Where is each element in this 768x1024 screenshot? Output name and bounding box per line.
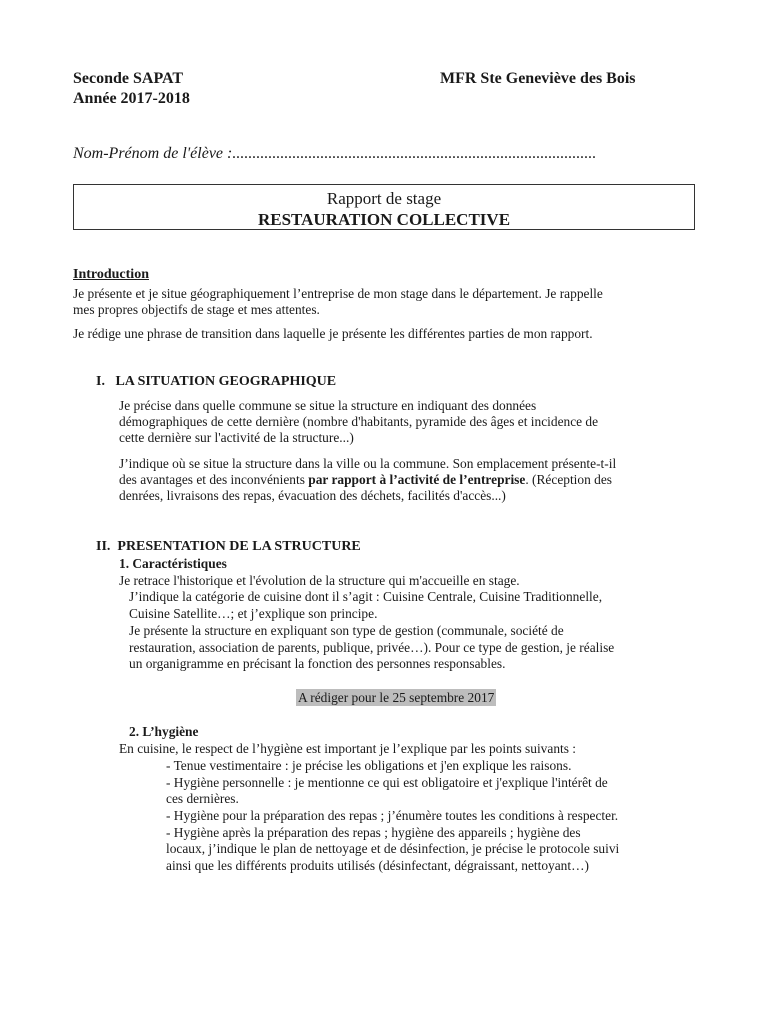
section-1-text: des avantages et des inconvénients bbox=[119, 472, 309, 487]
deadline-text: A rédiger pour le 25 septembre 2017 bbox=[298, 690, 495, 705]
student-name-line: Nom-Prénom de l'élève :........................................................................................... bbox=[73, 145, 597, 162]
school-name: MFR Ste Geneviève des Bois bbox=[440, 70, 636, 87]
subsection-2-intro: En cuisine, le respect de l’hygiène est important je l’explique par les points suivants : bbox=[119, 741, 577, 756]
subsection-1-text: Je présente la structure en expliquant son type de gestion (communale, société de bbox=[129, 623, 564, 638]
section-1-emphasis: par rapport à l’activité de l’entreprise bbox=[308, 472, 526, 487]
section-1-text: . (Réception des bbox=[525, 472, 612, 487]
hygiene-item: - Hygiène après la préparation des repas ; hygiène des appareils ; hygiène des bbox=[166, 825, 581, 840]
hygiene-item: ces dernières. bbox=[166, 791, 239, 806]
class-name: Seconde SAPAT bbox=[73, 70, 184, 87]
section-1-text: Je précise dans quelle commune se situe la structure en indiquant des données bbox=[119, 398, 537, 413]
section-2-heading: II. PRESENTATION DE LA STRUCTURE bbox=[96, 539, 361, 554]
subsection-1-heading: 1. Caractéristiques bbox=[119, 556, 227, 571]
section-1-text: cette dernière sur l'activité de la structure...) bbox=[119, 430, 354, 445]
hygiene-item: locaux, j’indique le plan de nettoyage et de désinfection, je précise le protocole suivi bbox=[166, 841, 620, 856]
subsection-1-text: un organigramme en précisant la fonction des personnes responsables. bbox=[129, 656, 506, 671]
section-1-mixed-line bbox=[119, 472, 612, 488]
hygiene-item: - Hygiène pour la préparation des repas ; j’énumère toutes les conditions à respecter. bbox=[166, 808, 619, 823]
intro-heading: Introduction bbox=[73, 267, 149, 282]
hygiene-item: ainsi que les différents produits utilisés (désinfectant, dégraissant, nettoyant…) bbox=[166, 858, 589, 873]
title-line-2: RESTAURATION COLLECTIVE bbox=[257, 210, 511, 229]
intro-line: Je rédige une phrase de transition dans laquelle je présente les différentes parties de mon rapport. bbox=[73, 326, 593, 341]
subsection-1-text: Je retrace l'historique et l'évolution de la structure qui m'accueille en stage. bbox=[119, 573, 520, 588]
school-year: Année 2017-2018 bbox=[73, 90, 190, 107]
section-1-text: denrées, livraisons des repas, évacuation des déchets, facilités d'accès...) bbox=[119, 488, 506, 503]
hygiene-item: - Hygiène personnelle : je mentionne ce qui est obligatoire et j'explique l'intérêt de bbox=[166, 775, 608, 790]
intro-line: mes propres objectifs de stage et mes attentes. bbox=[73, 302, 320, 317]
section-1-text: démographiques de cette dernière (nombre d'habitants, pyramide des âges et incidence de bbox=[119, 414, 599, 429]
subsection-2-heading: 2. L’hygiène bbox=[129, 724, 199, 739]
subsection-1-text: Cuisine Satellite…; et j’explique son principe. bbox=[129, 606, 378, 621]
subsection-1-text: restauration, association de parents, publique, privée…). Pour ce type de gestion, je réalise bbox=[129, 640, 615, 655]
intro-line: Je présente et je situe géographiquement l’entreprise de mon stage dans le département. Je rappelle bbox=[73, 286, 603, 301]
section-1-heading: I. LA SITUATION GEOGRAPHIQUE bbox=[96, 374, 337, 389]
section-1-text: J’indique où se situe la structure dans la ville ou la commune. Son emplacement présente-t-il bbox=[119, 456, 617, 471]
title-box bbox=[73, 184, 695, 230]
hygiene-item: - Tenue vestimentaire : je précise les obligations et j'en explique les raisons. bbox=[166, 758, 572, 773]
title-line-1: Rapport de stage bbox=[326, 189, 442, 208]
deadline-banner bbox=[296, 690, 496, 706]
subsection-1-text: J’indique la catégorie de cuisine dont il s’agit : Cuisine Centrale, Cuisine Traditionnelle, bbox=[129, 589, 603, 604]
